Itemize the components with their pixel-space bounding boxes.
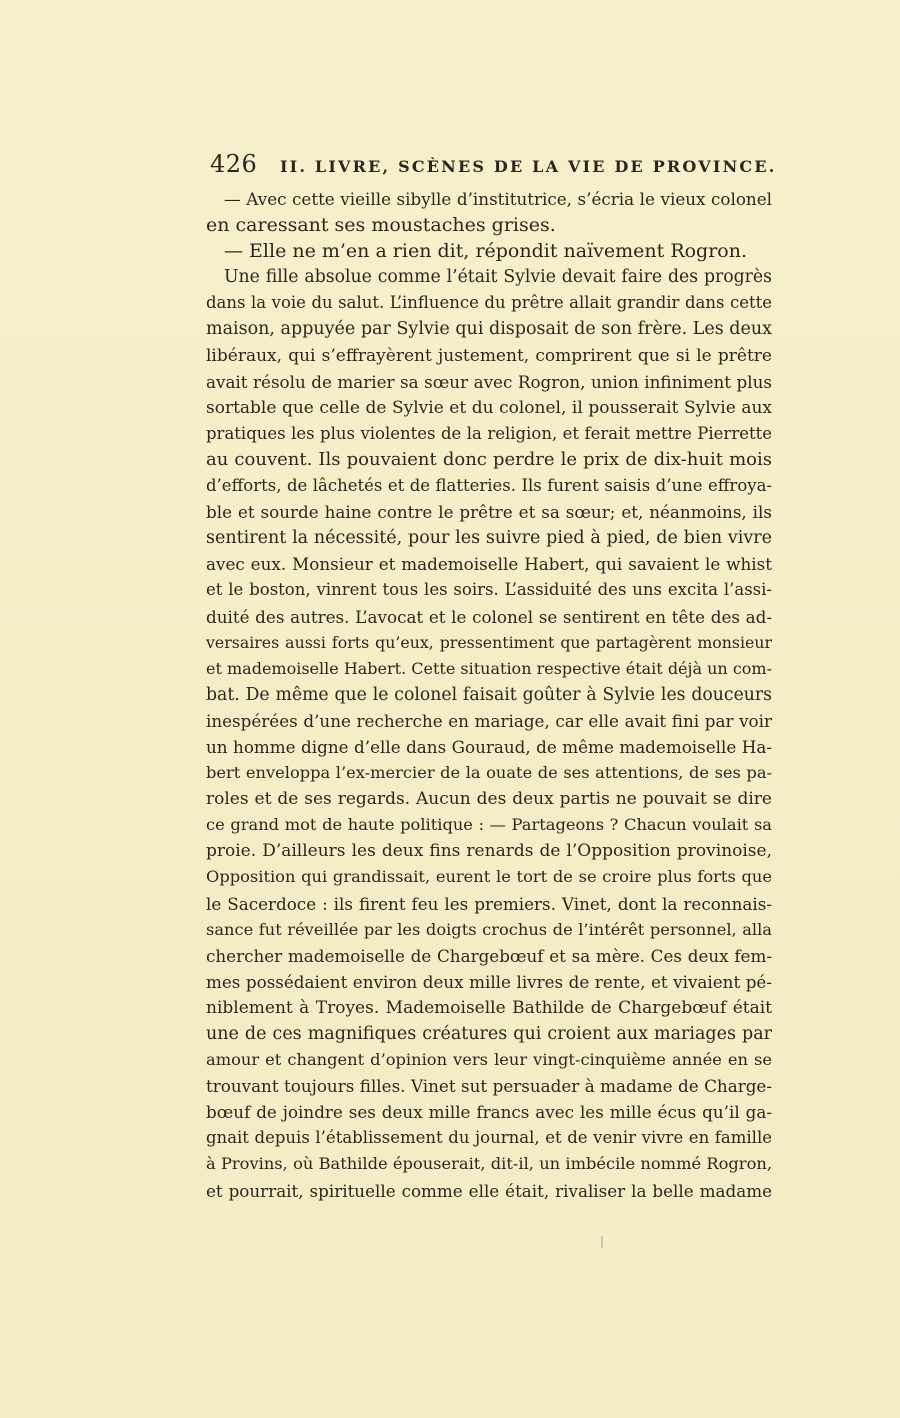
text-line: gnait depuis l’établissement du journal, et de venir vivre en famille (206, 1128, 772, 1148)
text-line: bert enveloppa l’ex-mercier de la ouate de ses attentions, de ses pa- (206, 763, 772, 783)
text-line: d’efforts, de lâchetés et de flatteries. Ils furent saisis d’une effroya- (206, 476, 772, 496)
text-line: sance fut réveillée par les doigts crochus de l’intérêt personnel, alla (206, 919, 772, 939)
text-line: Opposition qui grandissait, eurent le tort de se croire plus forts que (206, 867, 772, 887)
text-line: duité des autres. L’avocat et le colonel se sentirent en tête des ad- (206, 606, 772, 627)
text-line: mes possédaient environ deux mille livres de rente, et vivaient pé- (206, 971, 772, 992)
text-line: trouvant toujours filles. Vinet sut persuader à madame de Charge- (206, 1076, 772, 1097)
text-line: ce grand mot de haute politique : — Partageons ? Chacun voulait sa (206, 815, 772, 835)
text-line: amour et changent d’opinion vers leur vingt-cinquième année en se (206, 1050, 772, 1070)
text-line: proie. D’ailleurs les deux fins renards de l’Opposition provinoise, (206, 841, 772, 862)
body-text (206, 186, 772, 1204)
text-line: ble et sourde haine contre le prêtre et sa sœur; et, néanmoins, ils (206, 502, 772, 523)
text-line: sortable que celle de Sylvie et du colonel, il pousserait Sylvie aux (206, 397, 772, 418)
text-line: Une fille absolue comme l’était Sylvie devait faire des progrès (224, 267, 772, 288)
page-number: 426 (210, 150, 258, 178)
text-line: une de ces magnifiques créatures qui croient aux mariages par (206, 1024, 772, 1044)
text-line: maison, appuyée par Sylvie qui disposait de son frère. Les deux (206, 319, 772, 340)
text-line: versaires aussi forts qu’eux, pressentiment que partagèrent monsieur (206, 632, 772, 652)
text-line: et pourrait, spirituelle comme elle était, rivaliser la belle madame (206, 1180, 772, 1201)
text-line: — Elle ne m’en a rien dit, répondit naïvement Rogron. (224, 240, 748, 263)
text-line: avait résolu de marier sa sœur avec Rogron, union infiniment plus (206, 371, 772, 392)
text-line: niblement à Troyes. Mademoiselle Bathilde de Chargebœuf était (206, 997, 772, 1018)
text-line: bœuf de joindre ses deux mille francs avec les mille écus qu’il ga- (206, 1102, 772, 1123)
text-line: sentirent la nécessité, pour les suivre pied à pied, de bien vivre (206, 528, 772, 549)
text-line: et le boston, vinrent tous les soirs. L’assiduité des uns excita l’assi- (206, 580, 772, 600)
text-line: au couvent. Ils pouvaient donc perdre le prix de dix-huit mois (206, 448, 772, 470)
text-line: chercher mademoiselle de Chargebœuf et sa mère. Ces deux fem- (206, 945, 772, 966)
text-line: inespérées d’une recherche en mariage, car elle avait fini par voir (206, 710, 772, 731)
text-line: libéraux, qui s’effrayèrent justement, comprirent que si le prêtre (206, 345, 772, 366)
text-line: à Provins, où Bathilde épouserait, dit-il, un imbécile nommé Rogron, (206, 1154, 772, 1174)
text-line: le Sacerdoce : ils firent feu les premiers. Vinet, dont la reconnais- (206, 893, 772, 914)
page-header (210, 150, 777, 186)
text-line: et mademoiselle Habert. Cette situation respective était déjà un com- (206, 658, 772, 678)
text-line: roles et de ses regards. Aucun des deux partis ne pouvait se dire (206, 789, 772, 810)
page-speck (601, 1236, 603, 1248)
text-line: dans la voie du salut. L’influence du prêtre allait grandir dans cette (206, 293, 772, 313)
text-line: bat. De même que le colonel faisait goûter à Sylvie les douceurs (206, 684, 772, 705)
text-line: pratiques les plus violentes de la religion, et ferait mettre Pierrette (206, 423, 772, 443)
text-line: un homme digne d’elle dans Gouraud, de même mademoiselle Ha- (206, 736, 772, 757)
running-head: II. LIVRE, SCÈNES DE LA VIE DE PROVINCE. (280, 157, 777, 176)
text-line: avec eux. Monsieur et mademoiselle Habert, qui savaient le whist (206, 554, 772, 575)
text-line: en caressant ses moustaches grises. (206, 214, 556, 237)
text-line: — Avec cette vieille sibylle d’institutrice, s’écria le vieux colonel (224, 189, 772, 209)
